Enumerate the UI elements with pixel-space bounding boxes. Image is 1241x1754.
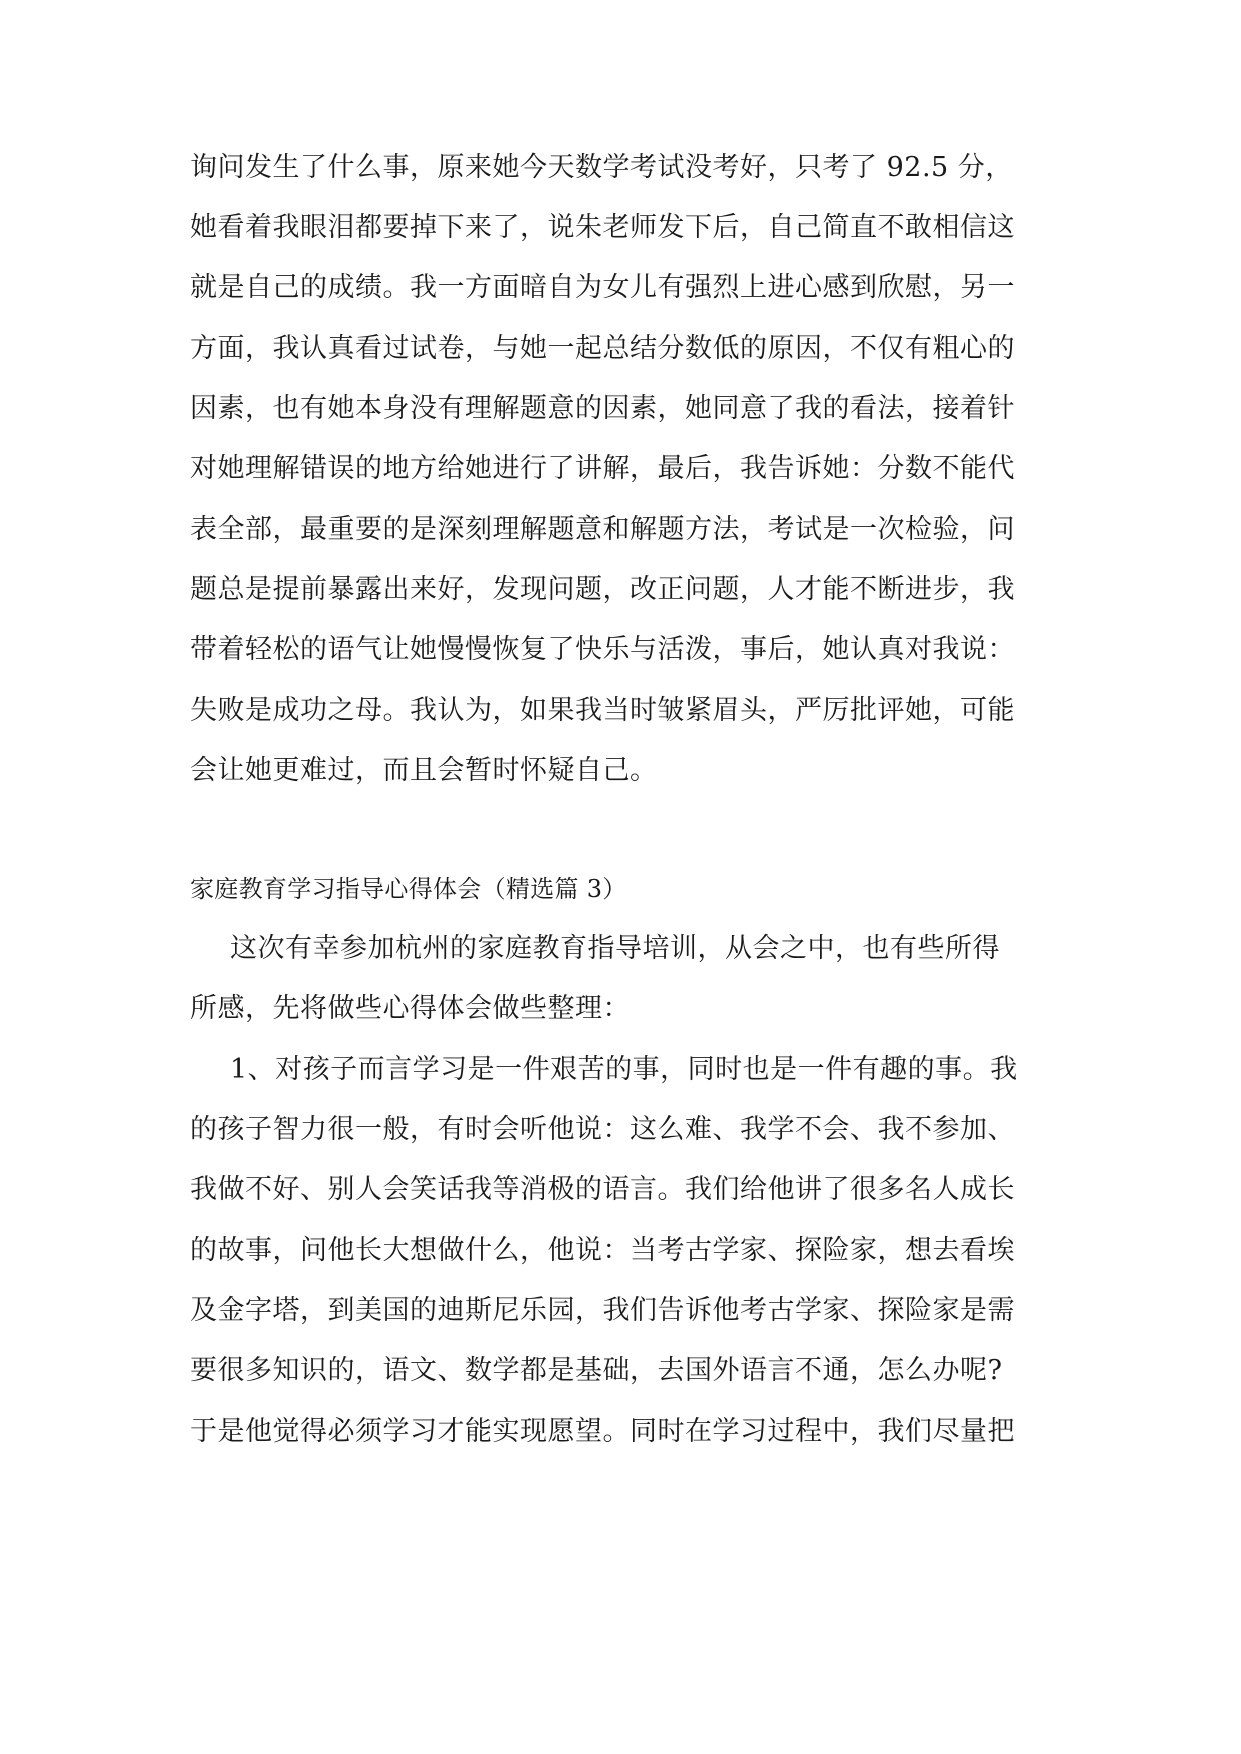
paragraph-line: 她看着我眼泪都要掉下来了，说朱老师发下后，自己简直不敢相信这 <box>190 212 1015 243</box>
paragraph-line: 要很多知识的，语文、数学都是基础，去国外语言不通，怎么办呢? <box>190 1355 1003 1386</box>
paragraph-line: 所感，先将做些心得体会做些整理： <box>190 993 630 1024</box>
paragraph-line: 的故事，问他长大想做什么，他说：当考古学家、探险家，想去看埃 <box>190 1235 1015 1266</box>
paragraph-line: 及金字塔，到美国的迪斯尼乐园，我们告诉他考古学家、探险家是需 <box>190 1295 1015 1326</box>
paragraph-line: 会让她更难过，而且会暂时怀疑自己。 <box>190 755 658 786</box>
paragraph-line: 的孩子智力很一般，有时会听他说：这么难、我学不会、我不参加、 <box>190 1114 1015 1145</box>
paragraph-line: 这次有幸参加杭州的家庭教育指导培训，从会之中，也有些所得 <box>230 933 1000 964</box>
paragraph-line: 对她理解错误的地方给她进行了讲解，最后，我告诉她：分数不能代 <box>190 453 1015 484</box>
paragraph-line: 因素，也有她本身没有理解题意的因素，她同意了我的看法，接着针 <box>190 393 1015 424</box>
paragraph-line: 表全部，最重要的是深刻理解题意和解题方法，考试是一次检验，问 <box>190 514 1015 545</box>
paragraph-line: 带着轻松的语气让她慢慢恢复了快乐与活泼，事后，她认真对我说： <box>190 634 1015 665</box>
paragraph-line: 询问发生了什么事，原来她今天数学考试没考好，只考了 92.5 分， <box>190 152 1013 183</box>
paragraph-line: 失败是成功之母。我认为，如果我当时皱紧眉头，严厉批评她，可能 <box>190 695 1015 726</box>
section-heading: 家庭教育学习指导心得体会（精选篇 3） <box>190 875 627 903</box>
paragraph-line: 就是自己的成绩。我一方面暗自为女儿有强烈上进心感到欣慰，另一 <box>190 272 1015 303</box>
paragraph-line: 1、对孩子而言学习是一件艰苦的事，同时也是一件有趣的事。我 <box>230 1054 1018 1085</box>
paragraph-line: 方面，我认真看过试卷，与她一起总结分数低的原因，不仅有粗心的 <box>190 333 1015 364</box>
paragraph-line: 于是他觉得必须学习才能实现愿望。同时在学习过程中，我们尽量把 <box>190 1416 1015 1447</box>
paragraph-line: 题总是提前暴露出来好，发现问题，改正问题，人才能不断进步，我 <box>190 574 1015 605</box>
paragraph-line: 我做不好、别人会笑话我等消极的语言。我们给他讲了很多名人成长 <box>190 1174 1015 1205</box>
